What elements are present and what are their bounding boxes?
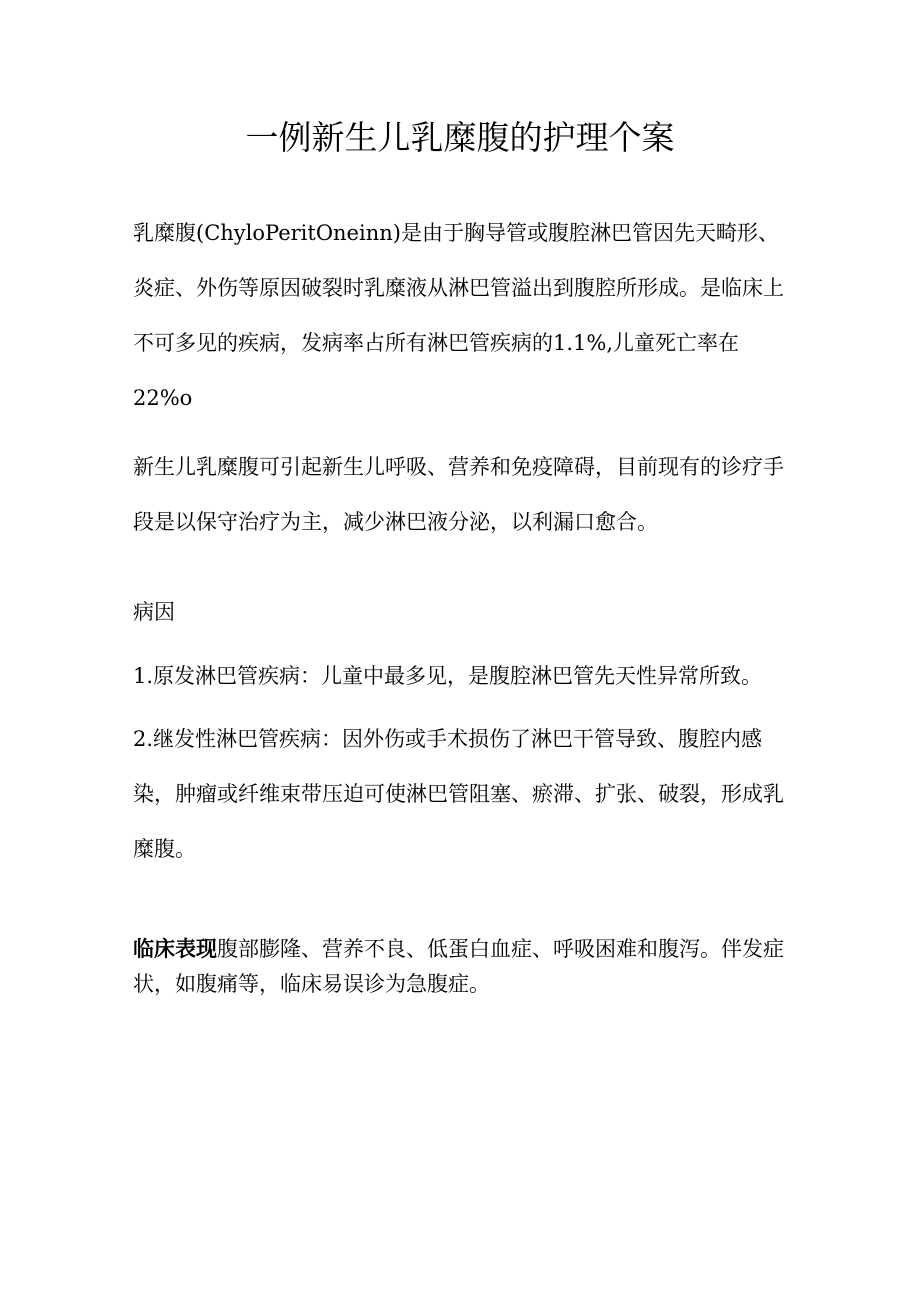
paragraph-treatment: 新生儿乳糜腹可引起新生儿呼吸、营养和免疫障碍，目前现有的诊疗手段是以保守治疗为主，减少淋巴液分泌，以利漏口愈合。	[133, 455, 784, 534]
clinical-label: 临床表现	[133, 937, 217, 961]
paragraph-etiology-secondary: 2.继发性淋巴管疾病：因外伤或手术损伤了淋巴干管导致、腹腔内感染，肿瘤或纤维束带压迫可使淋巴管阻塞、瘀滞、扩张、破裂，形成乳糜腹。	[133, 727, 784, 861]
paragraph-etiology-primary: 1.原发淋巴管疾病：儿童中最多见，是腹腔淋巴管先天性异常所致。	[133, 664, 763, 688]
section-heading-etiology: 病因	[133, 600, 175, 624]
paragraph-intro: 乳糜腹(ChyloPeritOneinn)是由于胸导管或腹腔淋巴管因先天畸形、炎症、外伤等原因破裂时乳糜液从淋巴管溢出到腹腔所形成。是临床上不可多见的疾病，发病率占所有淋巴管疾病的1.1%,儿童死亡率在22%o	[133, 221, 784, 410]
clinical-text: 腹部膨隆、营养不良、低蛋白血症、呼吸困难和腹泻。伴发症状，如腹痛等，临床易误诊为急腹症。	[133, 937, 784, 996]
paragraph-clinical	[133, 932, 788, 1002]
document-title: 一例新生儿乳糜腹的护理个案	[245, 118, 675, 157]
